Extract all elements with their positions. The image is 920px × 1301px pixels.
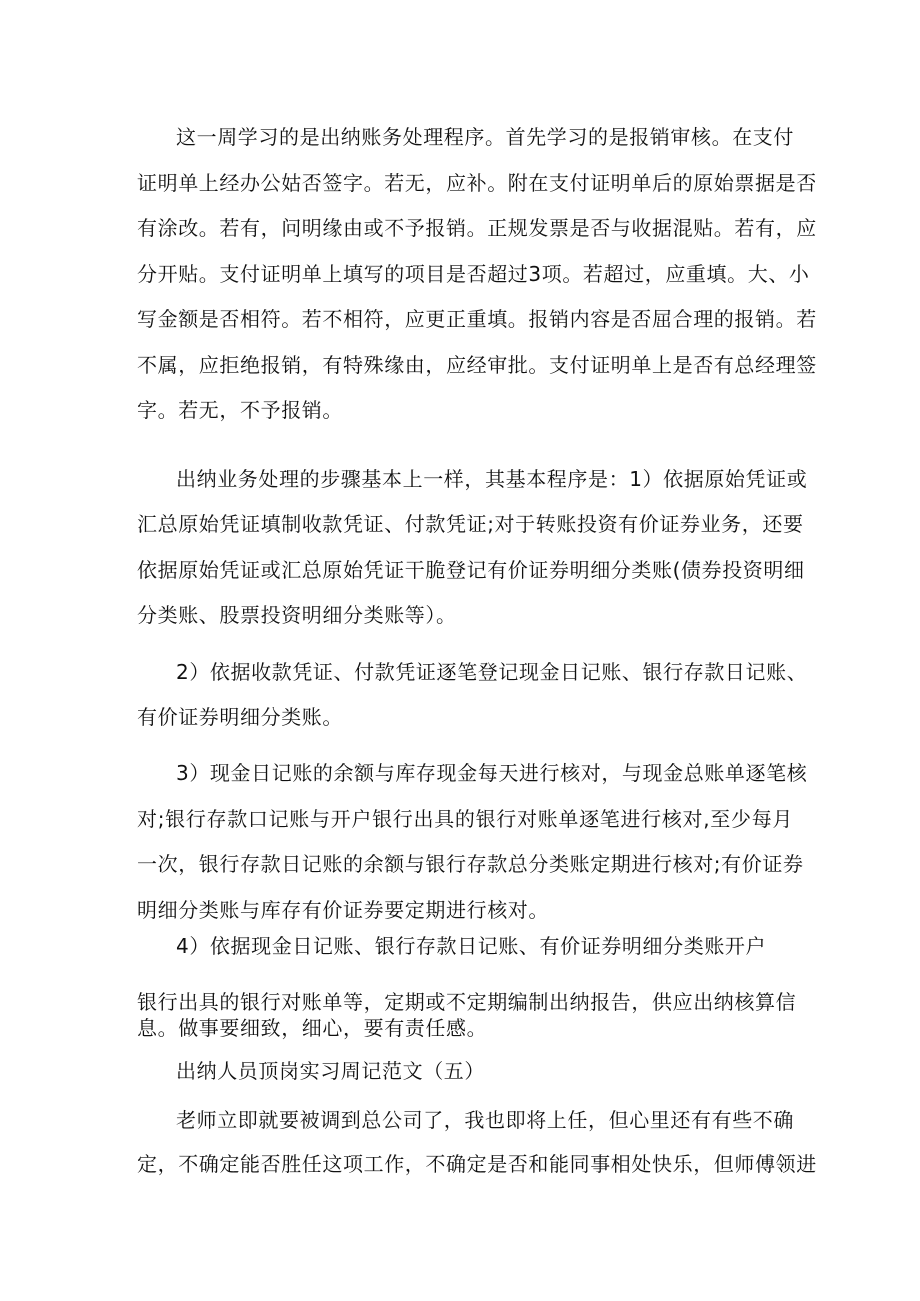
paragraph-4-line-2: 对;银行存款口记账与开户银行出具的银行对账单逐笔进行核对,至少每月: [137, 807, 793, 831]
paragraph-2-line-3: 依据原始凭证或汇总原始凭证干脆登记有价证券明细分类账(债券投资明细: [137, 558, 805, 582]
paragraph-5-line-2: 银行出具的银行对账单等，定期或不定期编制出纳报告，供应出纳核算信: [137, 990, 797, 1014]
paragraph-1-line-7: 字。若无，不予报销。: [137, 398, 343, 422]
paragraph-1-line-4: 分开贴。支付证明单上填写的项目是否超过3项。若超过，应重填。大、小: [137, 262, 810, 286]
paragraph-1-line-2: 证明单上经办公姑否签字。若无，应补。附在支付证明单后的原始票据是否: [137, 171, 817, 195]
paragraph-1-line-5: 写金额是否相符。若不相符，应更正重填。报销内容是否屈合理的报销。若: [137, 307, 817, 331]
section-heading: 出纳人员顶岗实习周记范文（五）: [176, 1059, 485, 1083]
paragraph-2-line-4: 分类账、股票投资明细分类账等）。: [137, 603, 457, 627]
paragraph-1-line-6: 不属，应拒绝报销，有特殊缘由，应经审批。支付证明单上是否有总经理签: [137, 353, 817, 377]
paragraph-3-line-2: 有价证券明细分类账。: [137, 705, 343, 729]
paragraph-3-line-1: 2）依据收款凭证、付款凭证逐笔登记现金日记账、银行存款日记账、: [176, 660, 808, 684]
paragraph-2-line-2: 汇总原始凭证填制收款凭证、付款凭证;对于转账投资有价证券业务，还要: [137, 512, 804, 536]
paragraph-6-line-2: 定，不确定能否胜任这项工作，不确定是否和能同事相处快乐，但师傅领进: [137, 1152, 817, 1176]
paragraph-4-line-4: 明细分类账与库存有价证券要定期进行核对。: [137, 898, 549, 922]
paragraph-4-line-3: 一次，银行存款日记账的余额与银行存款总分类账定期进行核对;有价证券: [137, 852, 804, 876]
paragraph-2-line-1: 出纳业务处理的步骤基本上一样，其基本程序是：1）依据原始凭证或: [176, 467, 808, 491]
paragraph-4-line-1: 3）现金日记账的余额与库存现金每天进行核对，与现金总账单逐笔核: [176, 761, 808, 785]
paragraph-1-line-1: 这一周学习的是出纳账务处理程序。首先学习的是报销审核。在支付: [176, 125, 794, 149]
paragraph-5-line-1: 4）依据现金日记账、银行存款日记账、有价证券明细分类账开户: [176, 934, 767, 958]
paragraph-6-line-1: 老师立即就要被调到总公司了，我也即将上任，但心里还有有些不确: [176, 1108, 794, 1132]
paragraph-5-line-3: 息。做事要细致，细心，要有责任感。: [137, 1016, 488, 1040]
paragraph-1-line-3: 有涂改。若有，问明缘由或不予报销。正规发票是否与收据混贴。若有，应: [137, 216, 817, 240]
